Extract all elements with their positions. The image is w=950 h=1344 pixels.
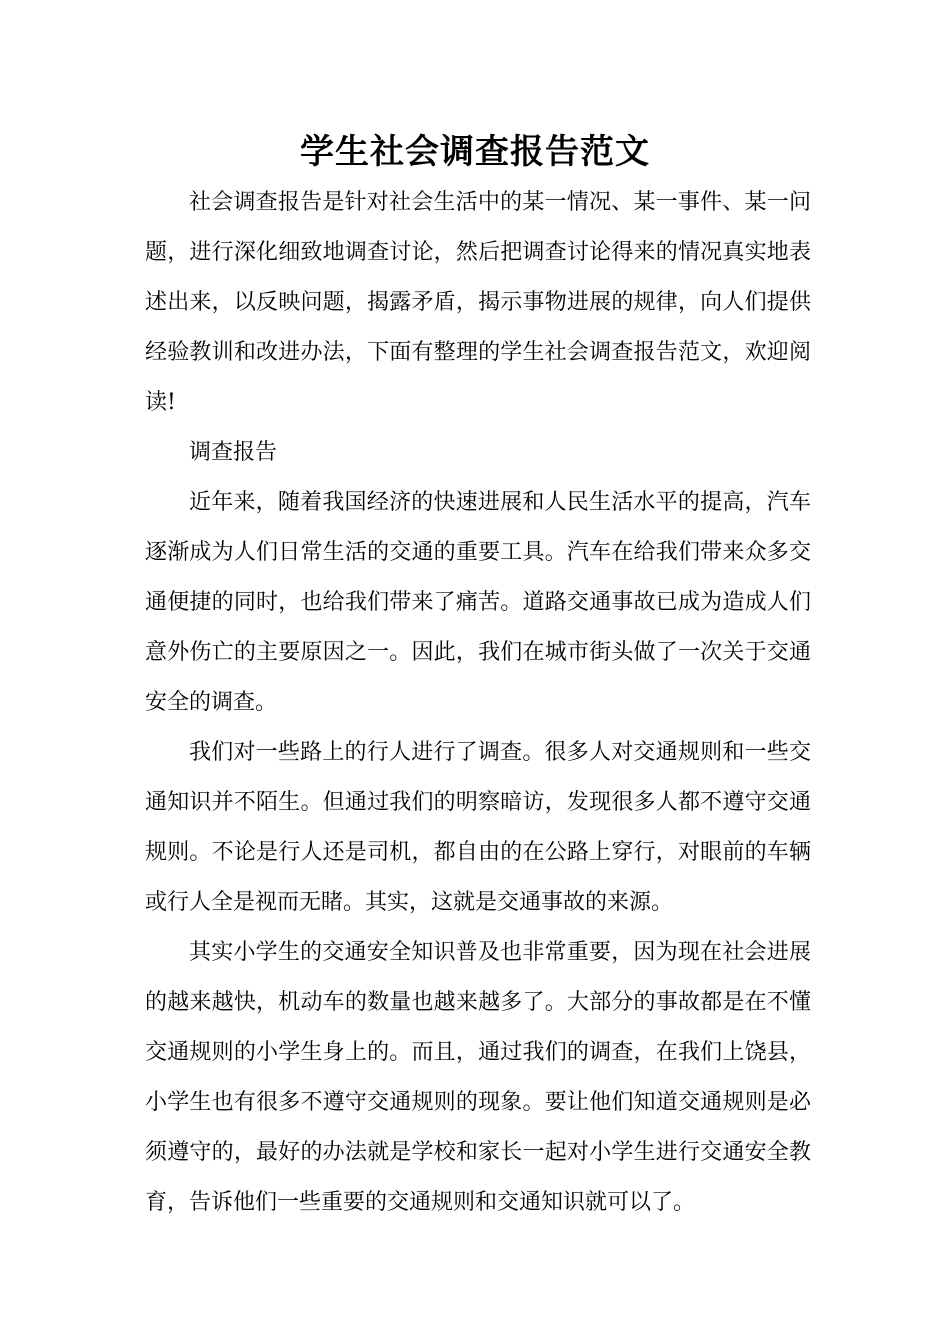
document-body	[145, 178, 811, 1228]
paragraph-intro: 社会调查报告是针对社会生活中的某一情况、某一事件、某一问题，进行深化细致地调查讨论，然后把调查讨论得来的情况真实地表述出来，以反映问题，揭露矛盾，揭示事物进展的规律，向人们提供经验教训和改进办法，下面有整理的学生社会调查报告范文，欢迎阅读!	[145, 190, 811, 415]
document-title: 学生社会调查报告范文	[300, 132, 650, 172]
paragraph-survey: 我们对一些路上的行人进行了调查。很多人对交通规则和一些交通知识并不陌生。但通过我们的明察暗访，发现很多人都不遵守交通规则。不论是行人还是司机，都自由的在公路上穿行，对眼前的车辆或行人全是视而无睹。其实，这就是交通事故的来源。	[145, 740, 811, 915]
paragraph-section-heading: 调查报告	[189, 440, 278, 465]
paragraph-background: 近年来，随着我国经济的快速进展和人民生活水平的提高，汽车逐渐成为人们日常生活的交通的重要工具。汽车在给我们带来众多交通便捷的同时，也给我们带来了痛苦。道路交通事故已成为造成人们意外伤亡的主要原因之一。因此，我们在城市街头做了一次关于交通安全的调查。	[145, 490, 811, 715]
paragraph-students: 其实小学生的交通安全知识普及也非常重要，因为现在社会进展的越来越快，机动车的数量也越来越多了。大部分的事故都是在不懂交通规则的小学生身上的。而且，通过我们的调查，在我们上饶县，小学生也有很多不遵守交通规则的现象。要让他们知道交通规则是必须遵守的，最好的办法就是学校和家长一起对小学生进行交通安全教育，告诉他们一些重要的交通规则和交通知识就可以了。	[145, 940, 811, 1215]
